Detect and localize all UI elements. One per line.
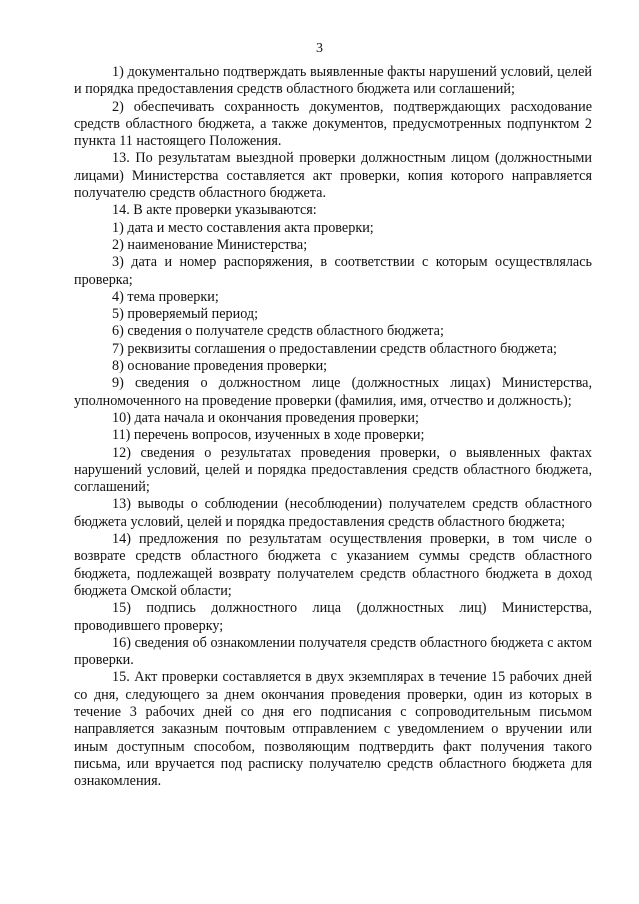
paragraph: 13) выводы о соблюдении (несоблюдении) получателем средств областного бюджета условий, целей и порядка предоставления средств областного бюджета;: [74, 496, 592, 530]
paragraph: 9) сведения о должностном лице (должностных лицах) Министерства, уполномоченного на проведение проверки (фамилия, имя, отчество и должность);: [74, 375, 592, 409]
paragraph: 10) дата начала и окончания проведения проверки;: [112, 409, 419, 426]
paragraph: 7) реквизиты соглашения о предоставлении средств областного бюджета;: [112, 340, 557, 357]
paragraph: 13. По результатам выездной проверки должностным лицом (должностными лицами) Министерства составляется акт проверки, копия которого направляется получателю средств областного бюджета.: [74, 150, 592, 202]
paragraph: 2) обеспечивать сохранность документов, подтверждающих расходование средств областного бюджета, а также документов, предусмотренных подпунктом 2 пункта 11 настоящего Положения.: [74, 98, 592, 150]
paragraph: 16) сведения об ознакомлении получателя средств областного бюджета с актом проверки.: [74, 634, 592, 669]
paragraph: 8) основание проведения проверки;: [112, 358, 328, 375]
paragraph: 3) дата и номер распоряжения, в соответствии с которым осуществлялась проверка;: [74, 254, 592, 288]
paragraph: 14. В акте проверки указываются:: [112, 202, 317, 219]
paragraph: 11) перечень вопросов, изученных в ходе проверки;: [112, 427, 425, 444]
paragraph: 15) подпись должностного лица (должностных лиц) Министерства, проводившего проверку;: [74, 600, 592, 634]
paragraph: 6) сведения о получателе средств областного бюджета;: [112, 323, 444, 340]
paragraph: 4) тема проверки;: [112, 288, 219, 305]
paragraph: 1) документально подтверждать выявленные факты нарушений условий, целей и порядка предоставления средств областного бюджета или соглашений;: [74, 64, 592, 98]
page-number: 3: [316, 41, 323, 56]
document-body: [74, 64, 592, 790]
paragraph: 12) сведения о результатах проведения проверки, о выявленных фактах нарушений условий, целей и порядка предоставления средств областного бюджета, соглашений;: [74, 444, 592, 496]
paragraph: 2) наименование Министерства;: [112, 236, 308, 253]
paragraph: 14) предложения по результатам осуществления проверки, в том числе о возврате средств областного бюджета с указанием суммы средств областного бюджета, подлежащей возврату получателем средств областного бюджета в доход бюджета Омской области;: [74, 531, 592, 599]
paragraph: 5) проверяемый период;: [112, 306, 259, 323]
paragraph: 15. Акт проверки составляется в двух экземплярах в течение 15 рабочих дней со дня, следующего за днем окончания проведения проверки, один из которых в течение 3 рабочих дней со дня его подписания с сопроводительным письмом направляется заказным почтовым отправлением с уведомлением о вручении или иным доступным способом, позволяющим подтвердить факт получения такого письма, или вручается под расписку получателю средств областного бюджета для ознакомления.: [74, 669, 592, 790]
paragraph: 1) дата и место составления акта проверки;: [112, 219, 374, 236]
